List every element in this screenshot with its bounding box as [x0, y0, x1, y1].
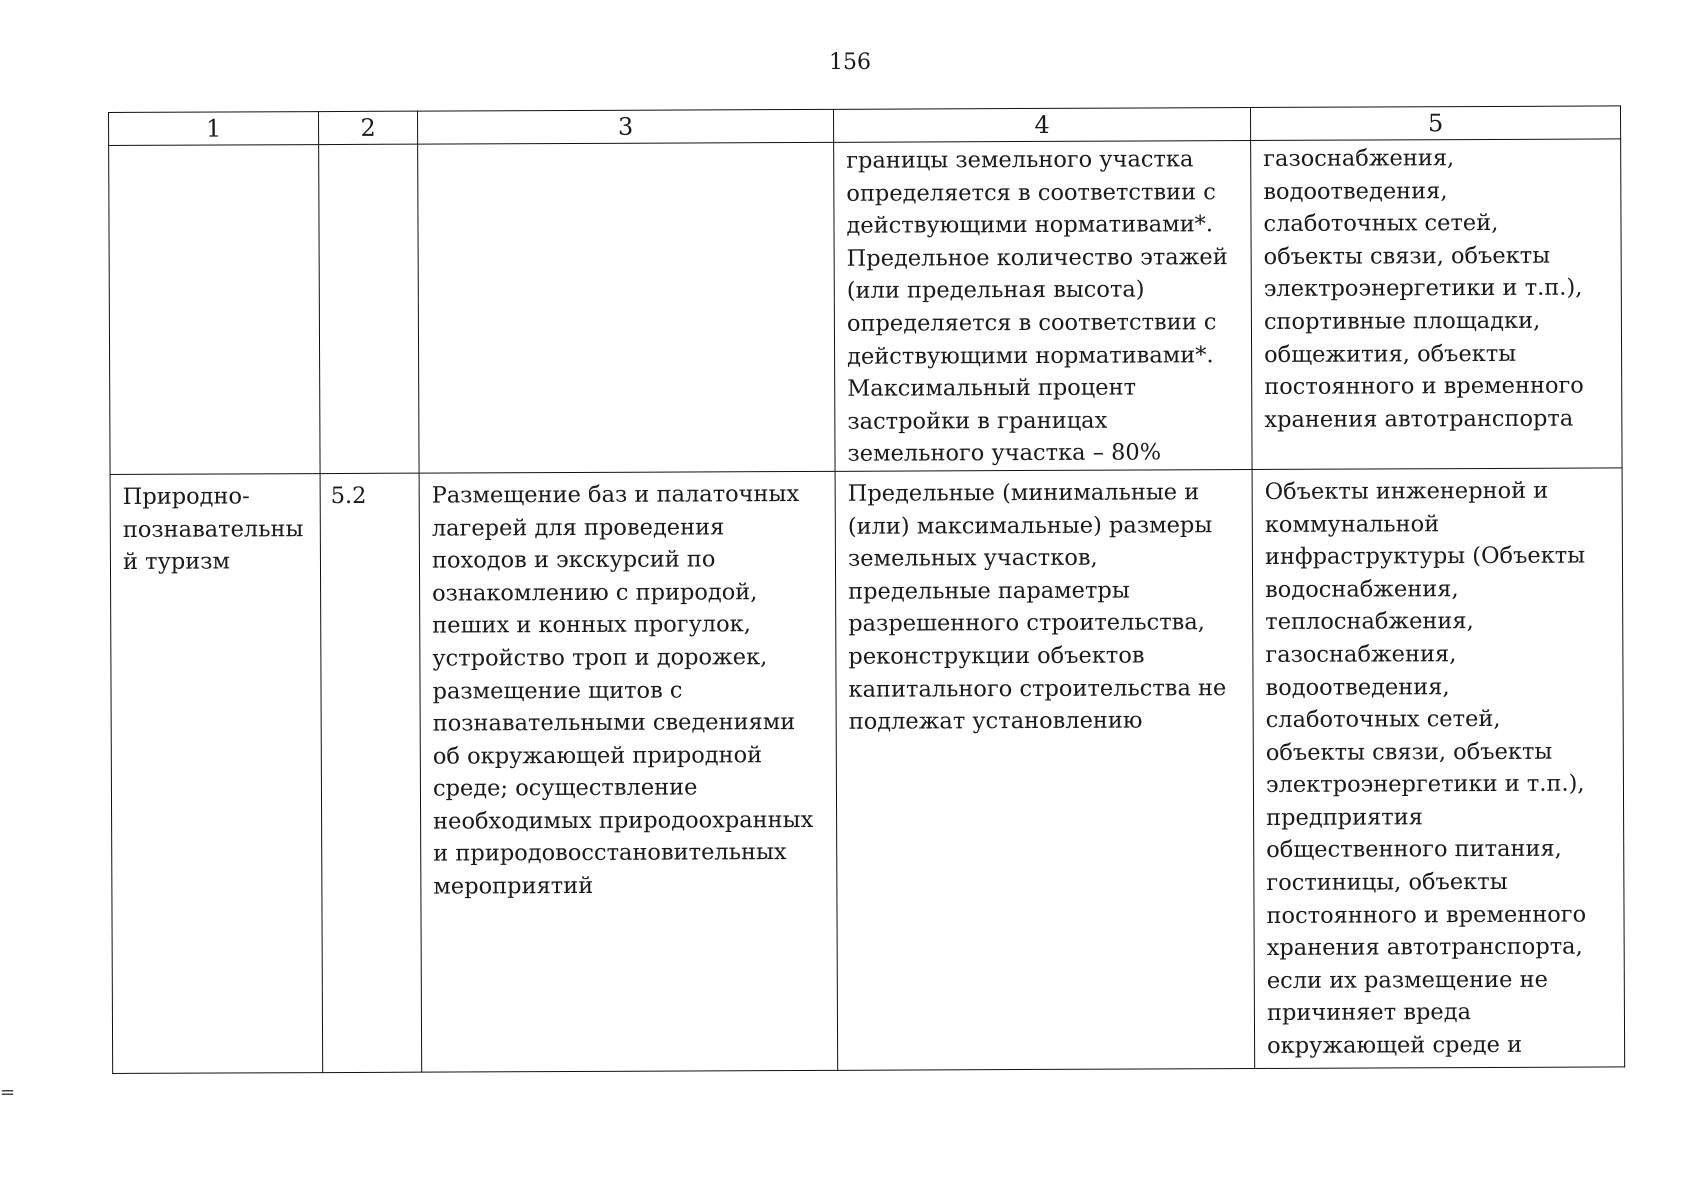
- column-header-5: 5: [1250, 106, 1620, 141]
- cell-description: [418, 142, 835, 473]
- cell-code: 5.2: [320, 473, 422, 1072]
- edge-mark: =: [0, 1082, 16, 1103]
- cell-parameters: границы земельного участка определяется в соответствии с действующими нормативами*. Предельное количество этажей (или предельная высота) определяется в соответствии с действующими нормативами*. Максимальный процент застройки в границах земельного участка – 80%: [834, 141, 1252, 472]
- cell-code: [319, 144, 419, 473]
- page-number: 156: [829, 50, 871, 75]
- cell-use-type: [109, 145, 320, 475]
- cell-description: Размещение баз и палаточных лагерей для проведения походов и экскурсий по ознакомлению с природой, пеших и конных прогулок, устройство троп и дорожек, размещение щитов с познавательными сведениями об окружающей природной среде; осуществление необходимых природоохранных и природовосстановительных мероприятий: [419, 471, 838, 1072]
- table-row: [109, 139, 1622, 475]
- column-header-1: 1: [109, 112, 319, 146]
- table-row: [110, 468, 1625, 1074]
- column-header-2: 2: [319, 111, 418, 144]
- cell-auxiliary-uses: Объекты инженерной и коммунальной инфраструктуры (Объекты водоснабжения, теплоснабжения, газоснабжения, водоотведения, слаботочных сетей, объекты связи, объекты электроэнергетики и т.п.), предприятия общественного питания, гостиницы, объекты постоянного и временного хранения автотранспорта, если их размещение не причиняет вреда окружающей среде и: [1252, 468, 1625, 1069]
- cell-parameters: Предельные (минимальные и (или) максимальные) размеры земельных участков, предельные параметры разрешенного строительства, реконструкции объектов капитального строительства не подлежат установлению: [835, 469, 1255, 1070]
- cell-use-type: Природно- познавательны й туризм: [110, 474, 323, 1074]
- column-header-3: 3: [417, 109, 833, 144]
- cell-auxiliary-uses: газоснабжения, водоотведения, слаботочных сетей, объекты связи, объекты электроэнергетики и т.п.), спортивные площадки, общежития, объекты постоянного и временного хранения автотранспорта: [1251, 139, 1622, 470]
- land-use-table: [108, 105, 1625, 1074]
- column-header-4: 4: [833, 108, 1250, 143]
